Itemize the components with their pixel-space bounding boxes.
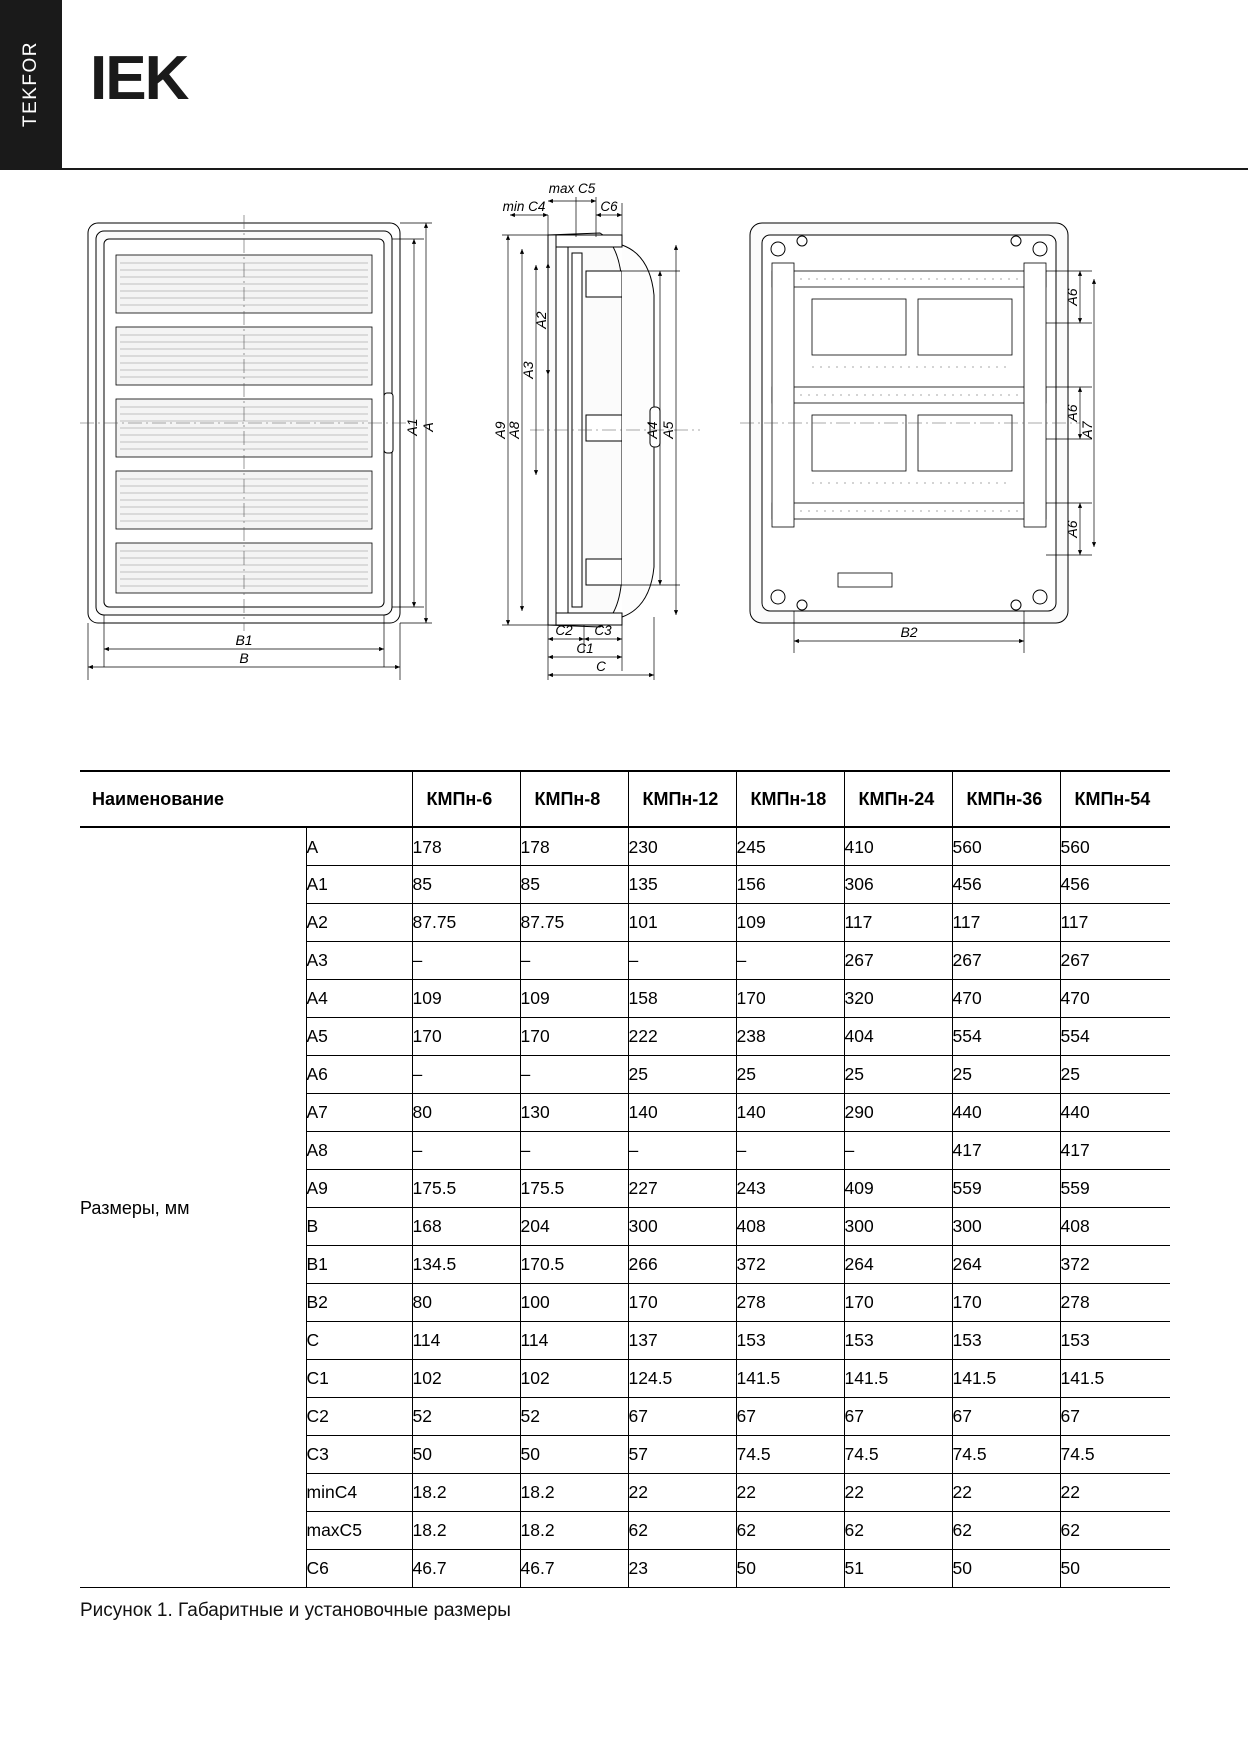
dim-value: 74.5 [736, 1435, 844, 1473]
dim-value: 50 [412, 1435, 520, 1473]
dim-value: 266 [628, 1245, 736, 1283]
dim-value: 243 [736, 1169, 844, 1207]
dim-value: 554 [952, 1017, 1060, 1055]
dim-value: 170 [412, 1017, 520, 1055]
dim-value: 87.75 [520, 903, 628, 941]
dim-label-C3: C3 [594, 623, 612, 638]
dim-value: 153 [952, 1321, 1060, 1359]
dim-value: 278 [1060, 1283, 1170, 1321]
dim-label-A6-mid: A6 [1064, 404, 1080, 422]
dimensions-table-wrapper [80, 770, 1170, 1588]
dim-value: 153 [844, 1321, 952, 1359]
dim-value: 117 [952, 903, 1060, 941]
dim-value: 320 [844, 979, 952, 1017]
technical-drawing [0, 175, 1248, 680]
header-col-6: КМПн-54 [1060, 771, 1170, 827]
dim-name: C1 [306, 1359, 412, 1397]
dim-name: A8 [306, 1131, 412, 1169]
dim-value: 170 [844, 1283, 952, 1321]
dim-value: 417 [1060, 1131, 1170, 1169]
dim-label-A: A [420, 422, 436, 432]
dim-value: 306 [844, 865, 952, 903]
dim-value: 100 [520, 1283, 628, 1321]
dim-value: 74.5 [1060, 1435, 1170, 1473]
table-body [80, 771, 1170, 1587]
dim-value: 554 [1060, 1017, 1170, 1055]
dim-value: 50 [520, 1435, 628, 1473]
dim-value: – [736, 941, 844, 979]
dim-value: – [412, 941, 520, 979]
dim-name: A9 [306, 1169, 412, 1207]
header-col-4: КМПн-24 [844, 771, 952, 827]
dim-value: 278 [736, 1283, 844, 1321]
dim-label-B2: B2 [900, 624, 918, 640]
dim-value: 456 [952, 865, 1060, 903]
dim-value: 80 [412, 1283, 520, 1321]
dim-label-A1: A1 [404, 418, 420, 436]
dim-value: 267 [952, 941, 1060, 979]
dim-value: 114 [412, 1321, 520, 1359]
dim-name: A7 [306, 1093, 412, 1131]
iek-logo: IEK [90, 44, 188, 113]
dim-label-B1: B1 [235, 632, 253, 648]
dim-value: 50 [1060, 1549, 1170, 1587]
dim-label-A7: A7 [1079, 421, 1095, 439]
dim-label-A9: A9 [492, 421, 508, 439]
dim-value: 417 [952, 1131, 1060, 1169]
dim-value: 23 [628, 1549, 736, 1587]
dim-value: 18.2 [412, 1473, 520, 1511]
dim-value: 404 [844, 1017, 952, 1055]
dim-name: A5 [306, 1017, 412, 1055]
dim-value: 51 [844, 1549, 952, 1587]
dim-value: 300 [628, 1207, 736, 1245]
dim-value: 67 [1060, 1397, 1170, 1435]
dim-name: A [306, 827, 412, 865]
dim-value: 178 [520, 827, 628, 865]
dim-value: 25 [736, 1055, 844, 1093]
dim-value: 158 [628, 979, 736, 1017]
dim-label-maxC5: max C5 [548, 181, 596, 196]
dim-value: 264 [952, 1245, 1060, 1283]
dim-value: 300 [952, 1207, 1060, 1245]
dim-value: 170 [736, 979, 844, 1017]
dim-value: 372 [1060, 1245, 1170, 1283]
dim-value: 156 [736, 865, 844, 903]
dim-value: 25 [844, 1055, 952, 1093]
dim-value: 230 [628, 827, 736, 865]
dim-label-A8: A8 [506, 421, 522, 439]
dim-name: A1 [306, 865, 412, 903]
dim-value: 62 [628, 1511, 736, 1549]
page-header [0, 0, 1248, 170]
dim-label-C1: C1 [576, 641, 594, 656]
dim-value: – [628, 941, 736, 979]
dim-name: C3 [306, 1435, 412, 1473]
dim-value: 130 [520, 1093, 628, 1131]
dim-value: 87.75 [412, 903, 520, 941]
dim-value: 300 [844, 1207, 952, 1245]
dim-value: 25 [1060, 1055, 1170, 1093]
brand-name-vertical: TEKFOR [20, 40, 41, 128]
dim-value: 204 [520, 1207, 628, 1245]
figure-caption: Рисунок 1. Габаритные и установочные размеры [80, 1600, 511, 1621]
dim-label-minC4: min C4 [502, 199, 546, 214]
dim-value: – [520, 1131, 628, 1169]
dim-value: 52 [412, 1397, 520, 1435]
dim-name: B [306, 1207, 412, 1245]
dim-value: 456 [1060, 865, 1170, 903]
dim-name: A4 [306, 979, 412, 1017]
dim-label-B: B [239, 650, 249, 666]
dim-value: 170 [628, 1283, 736, 1321]
dim-value: 74.5 [952, 1435, 1060, 1473]
dim-value: 80 [412, 1093, 520, 1131]
dim-value: 46.7 [520, 1549, 628, 1587]
dim-value: 408 [1060, 1207, 1170, 1245]
dim-value: – [628, 1131, 736, 1169]
dim-name: A6 [306, 1055, 412, 1093]
dim-value: 117 [844, 903, 952, 941]
header-name-cell: Наименование [80, 771, 412, 827]
dim-value: 137 [628, 1321, 736, 1359]
dim-value: 153 [736, 1321, 844, 1359]
dim-value: 85 [412, 865, 520, 903]
dim-name: minC4 [306, 1473, 412, 1511]
dim-value: 22 [952, 1473, 1060, 1511]
dim-value: – [844, 1131, 952, 1169]
dim-value: 168 [412, 1207, 520, 1245]
dim-value: 67 [952, 1397, 1060, 1435]
dim-value: 140 [736, 1093, 844, 1131]
dim-value: 25 [628, 1055, 736, 1093]
dim-value: 22 [628, 1473, 736, 1511]
dim-value: 175.5 [520, 1169, 628, 1207]
dim-label-A6-bot: A6 [1064, 520, 1080, 538]
dim-value: 560 [952, 827, 1060, 865]
table-header-row [80, 771, 1170, 827]
dim-value: 409 [844, 1169, 952, 1207]
dim-value: 62 [736, 1511, 844, 1549]
table-row [80, 827, 1170, 865]
dim-value: 264 [844, 1245, 952, 1283]
dim-label-C2: C2 [555, 623, 573, 638]
dim-value: 227 [628, 1169, 736, 1207]
dim-value: 238 [736, 1017, 844, 1055]
dim-value: – [412, 1055, 520, 1093]
dim-value: 170.5 [520, 1245, 628, 1283]
dim-name: C [306, 1321, 412, 1359]
dim-value: 85 [520, 865, 628, 903]
dim-label-C6: C6 [600, 199, 618, 214]
dim-label-A4: A4 [644, 421, 660, 439]
dim-value: 46.7 [412, 1549, 520, 1587]
dim-value: 101 [628, 903, 736, 941]
dim-value: 141.5 [736, 1359, 844, 1397]
dim-value: 290 [844, 1093, 952, 1131]
dim-label-A6-top: A6 [1064, 288, 1080, 306]
dim-value: 74.5 [844, 1435, 952, 1473]
dim-value: 52 [520, 1397, 628, 1435]
dim-value: 470 [952, 979, 1060, 1017]
dim-value: 117 [1060, 903, 1170, 941]
dim-name: C6 [306, 1549, 412, 1587]
dim-value: 175.5 [412, 1169, 520, 1207]
header-col-3: КМПн-18 [736, 771, 844, 827]
brand-sidebar-block [0, 0, 62, 168]
dim-value: 67 [844, 1397, 952, 1435]
dim-value: 109 [412, 979, 520, 1017]
dim-name: maxC5 [306, 1511, 412, 1549]
dim-value: 470 [1060, 979, 1170, 1017]
dim-value: 102 [412, 1359, 520, 1397]
dim-value: 22 [736, 1473, 844, 1511]
dim-value: 62 [952, 1511, 1060, 1549]
dim-value: – [520, 1055, 628, 1093]
dim-value: 22 [844, 1473, 952, 1511]
sizes-label-cell: Размеры, мм [80, 827, 306, 1587]
dim-value: 109 [520, 979, 628, 1017]
dim-name: A2 [306, 903, 412, 941]
dim-value: 267 [1060, 941, 1170, 979]
drawing-svg [0, 175, 1248, 680]
dim-value: 57 [628, 1435, 736, 1473]
dim-value: 560 [1060, 827, 1170, 865]
dim-label-A3: A3 [520, 361, 536, 379]
dim-name: B1 [306, 1245, 412, 1283]
dim-label-A5: A5 [660, 421, 676, 439]
dim-value: 134.5 [412, 1245, 520, 1283]
dim-value: 140 [628, 1093, 736, 1131]
dim-value: 25 [952, 1055, 1060, 1093]
dim-value: 153 [1060, 1321, 1170, 1359]
dim-value: – [412, 1131, 520, 1169]
dim-name: B2 [306, 1283, 412, 1321]
dim-value: 102 [520, 1359, 628, 1397]
dim-value: 141.5 [952, 1359, 1060, 1397]
dim-value: 559 [1060, 1169, 1170, 1207]
dim-value: 109 [736, 903, 844, 941]
dim-value: 22 [1060, 1473, 1170, 1511]
dim-value: 18.2 [520, 1473, 628, 1511]
dim-value: 410 [844, 827, 952, 865]
dim-value: 245 [736, 827, 844, 865]
dim-value: 18.2 [412, 1511, 520, 1549]
header-col-1: КМПн-8 [520, 771, 628, 827]
dim-name: C2 [306, 1397, 412, 1435]
dim-name: A3 [306, 941, 412, 979]
dim-value: – [520, 941, 628, 979]
dim-value: 372 [736, 1245, 844, 1283]
dim-value: 67 [736, 1397, 844, 1435]
dim-value: 408 [736, 1207, 844, 1245]
dim-value: 50 [736, 1549, 844, 1587]
dim-value: – [736, 1131, 844, 1169]
dimensions-table [80, 770, 1170, 1588]
header-col-2: КМПн-12 [628, 771, 736, 827]
dim-value: 222 [628, 1017, 736, 1055]
dim-label-A2: A2 [533, 311, 549, 329]
dim-value: 440 [1060, 1093, 1170, 1131]
dim-value: 50 [952, 1549, 1060, 1587]
dim-value: 170 [952, 1283, 1060, 1321]
dim-value: 170 [520, 1017, 628, 1055]
dim-value: 440 [952, 1093, 1060, 1131]
dim-value: 178 [412, 827, 520, 865]
dim-value: 18.2 [520, 1511, 628, 1549]
dim-value: 141.5 [1060, 1359, 1170, 1397]
header-col-0: КМПн-6 [412, 771, 520, 827]
dim-value: 114 [520, 1321, 628, 1359]
dim-value: 267 [844, 941, 952, 979]
dim-value: 62 [1060, 1511, 1170, 1549]
dim-value: 141.5 [844, 1359, 952, 1397]
dim-value: 67 [628, 1397, 736, 1435]
dim-value: 124.5 [628, 1359, 736, 1397]
dim-label-C: C [596, 659, 606, 674]
dim-value: 559 [952, 1169, 1060, 1207]
dim-value: 135 [628, 865, 736, 903]
dim-value: 62 [844, 1511, 952, 1549]
header-col-5: КМПн-36 [952, 771, 1060, 827]
